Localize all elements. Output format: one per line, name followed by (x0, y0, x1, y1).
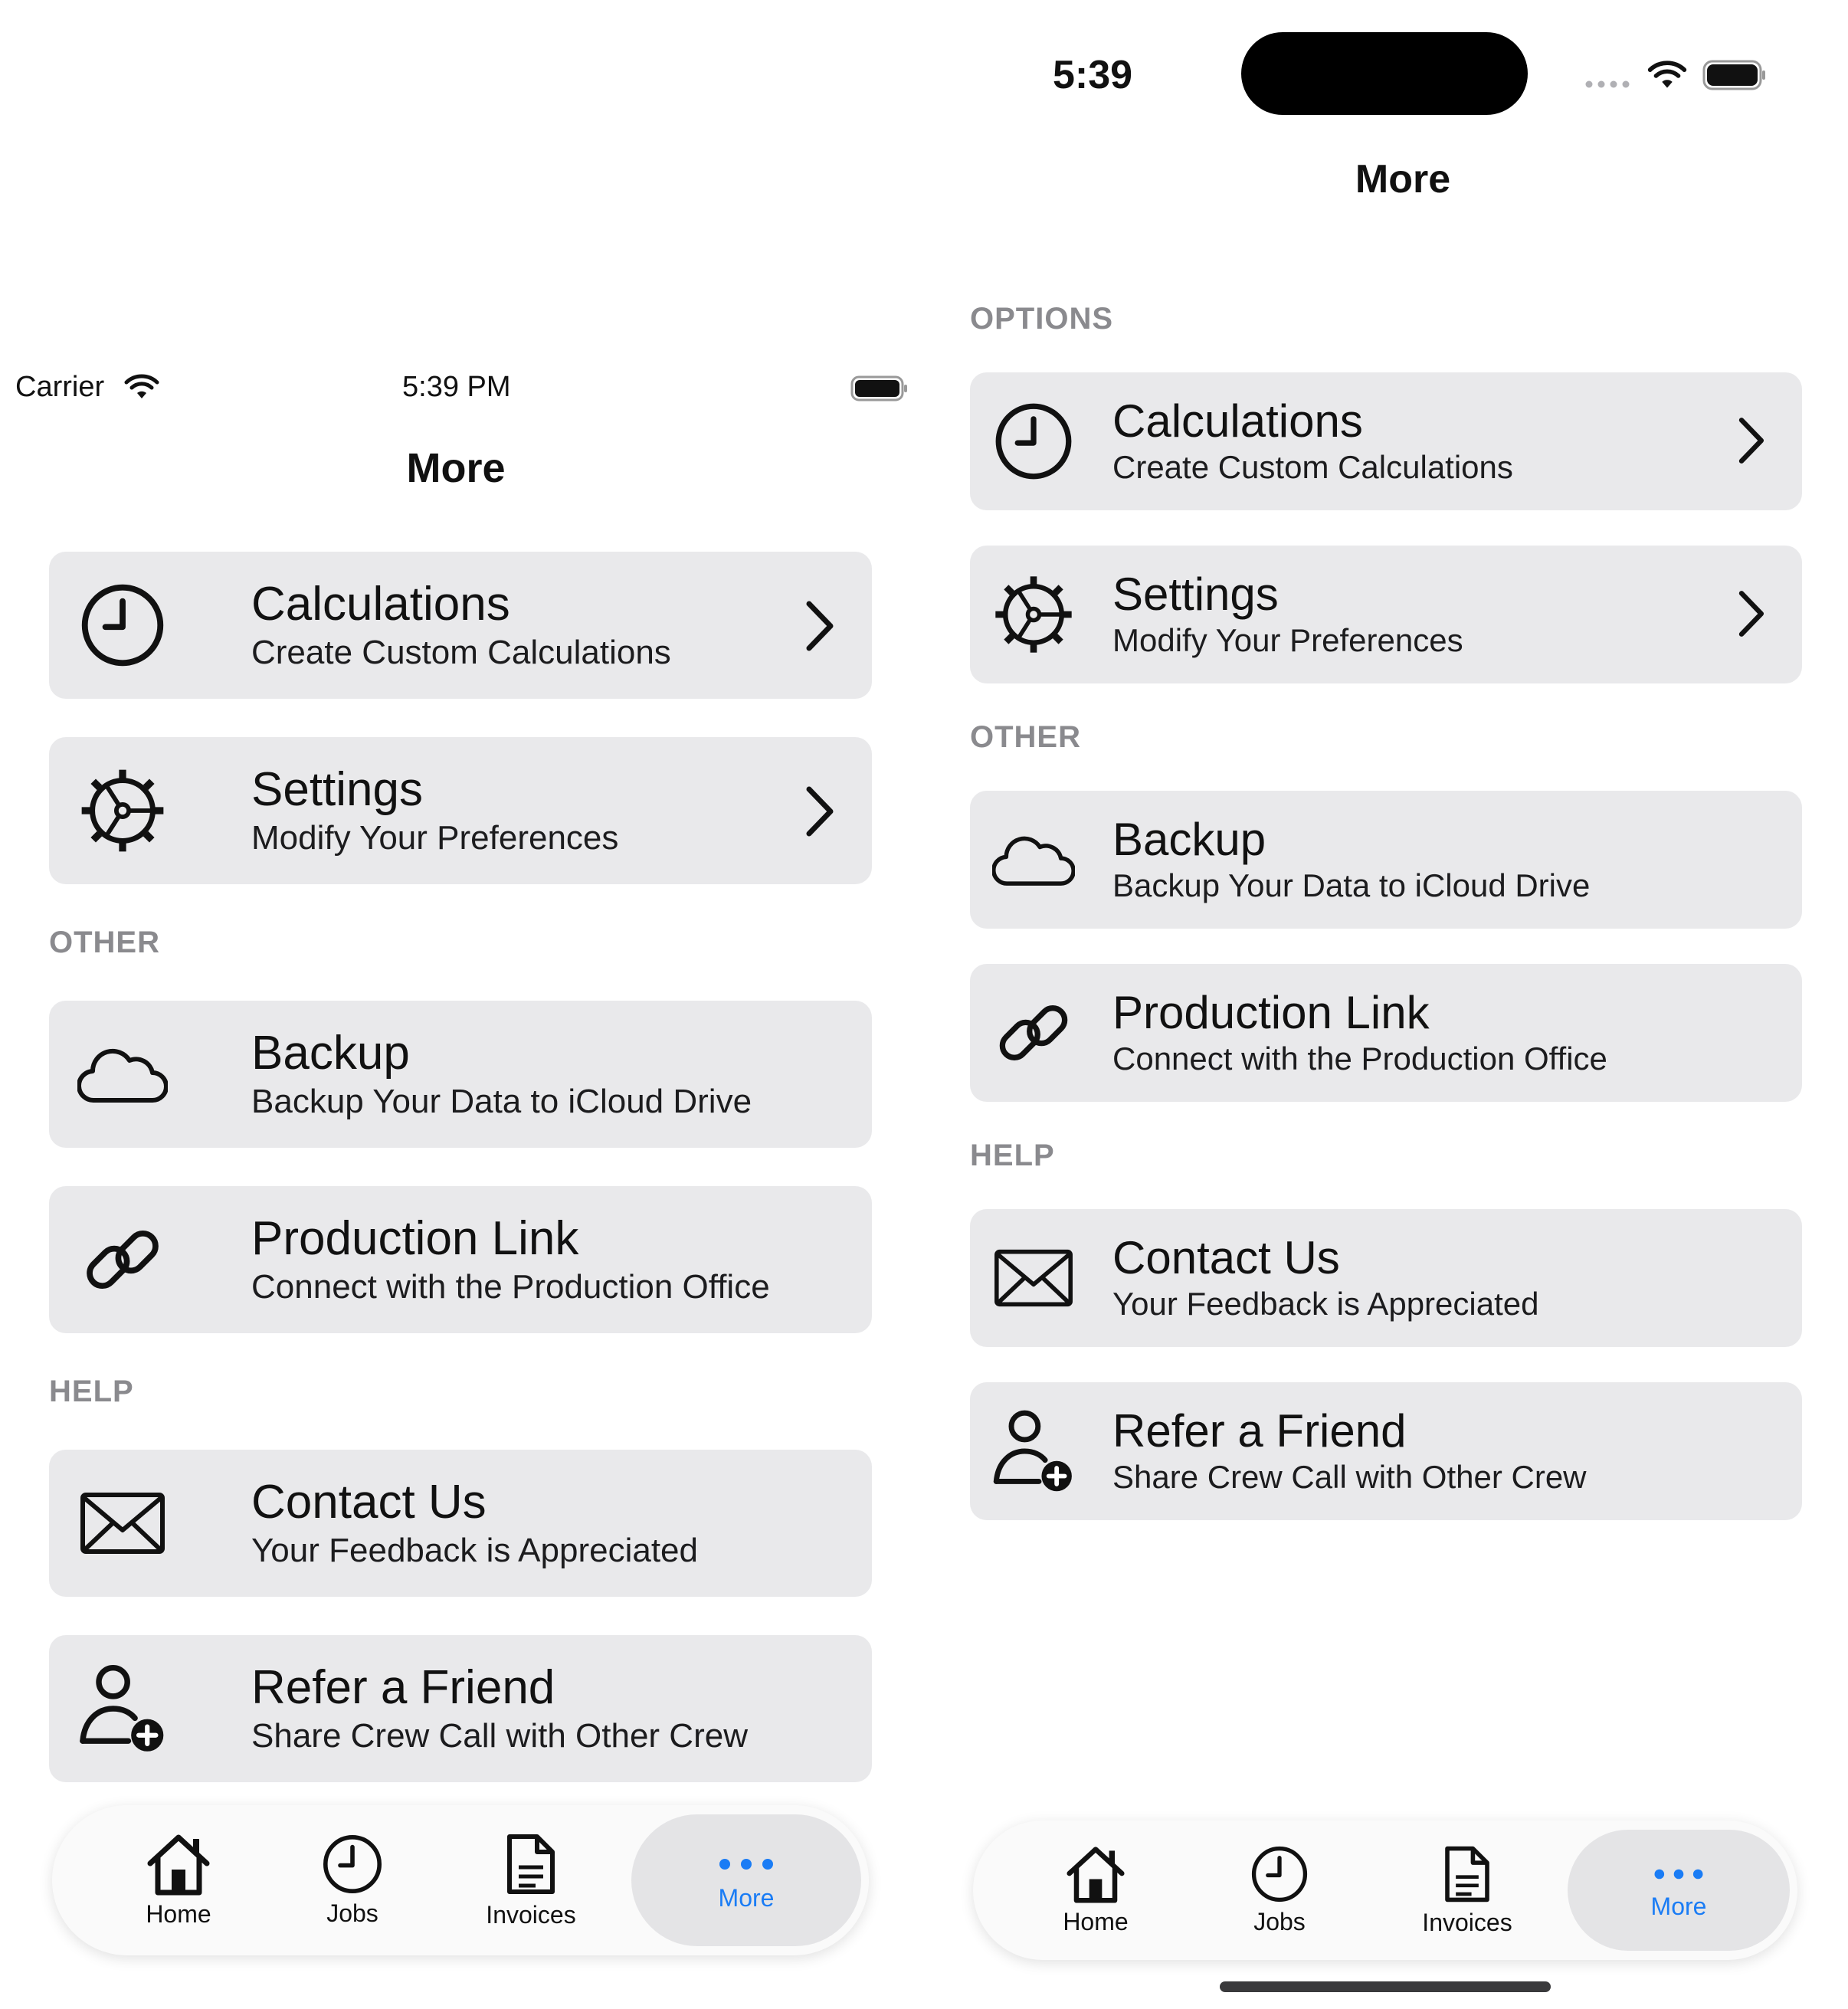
clock-icon (970, 401, 1097, 481)
document-icon (505, 1832, 557, 1896)
page-title: More (406, 445, 506, 491)
tab-more[interactable] (631, 1805, 861, 1955)
person-add-icon (49, 1661, 196, 1756)
row-title: Production Link (251, 1211, 579, 1265)
section-header-other: OTHER (49, 926, 160, 959)
refer-friend-row[interactable] (49, 1635, 872, 1782)
link-icon (970, 993, 1097, 1073)
section-header-options: OPTIONS (970, 302, 1114, 336)
ellipsis-icon (1650, 1860, 1708, 1888)
row-title: Refer a Friend (251, 1660, 555, 1714)
battery-icon (1702, 60, 1767, 90)
status-time: 5:39 (1053, 53, 1133, 97)
chevron-right-icon (1733, 415, 1768, 466)
house-icon (1063, 1845, 1128, 1903)
tab-label: Invoices (1422, 1908, 1512, 1936)
chevron-right-icon (800, 599, 838, 653)
tab-label: Home (1063, 1907, 1129, 1935)
carrier-label: Carrier (15, 371, 105, 403)
row-subtitle: Connect with the Production Office (251, 1268, 770, 1306)
contact-us-row[interactable] (970, 1209, 1802, 1347)
section-header-help: HELP (970, 1139, 1055, 1172)
row-subtitle: Your Feedback is Appreciated (251, 1532, 698, 1570)
document-icon (1443, 1844, 1492, 1904)
row-title: Settings (1112, 569, 1279, 621)
wifi-icon (123, 374, 161, 401)
house-icon (144, 1833, 213, 1896)
tab-more[interactable] (1568, 1821, 1790, 1960)
person-add-icon (970, 1407, 1097, 1496)
chevron-right-icon (800, 785, 838, 838)
home-indicator[interactable] (1220, 1981, 1551, 1992)
row-subtitle: Backup Your Data to iCloud Drive (1112, 867, 1591, 904)
tab-jobs[interactable] (1203, 1821, 1356, 1960)
row-subtitle: Modify Your Preferences (1112, 622, 1463, 659)
row-title: Backup (251, 1026, 410, 1080)
row-subtitle: Share Crew Call with Other Crew (251, 1717, 748, 1755)
cloud-icon (49, 1044, 196, 1105)
gear-icon (49, 766, 196, 855)
dynamic-island (1241, 32, 1528, 115)
tab-bar (52, 1805, 869, 1955)
tab-label: Home (146, 1899, 211, 1928)
row-title: Calculations (251, 577, 510, 631)
row-subtitle: Share Crew Call with Other Crew (1112, 1459, 1587, 1496)
row-title: Settings (251, 762, 424, 816)
left-phone-screen (0, 0, 912, 2009)
calculations-row[interactable] (49, 552, 872, 699)
row-subtitle: Backup Your Data to iCloud Drive (251, 1083, 752, 1121)
tab-jobs[interactable] (276, 1805, 429, 1955)
row-title: Contact Us (251, 1475, 487, 1529)
row-subtitle: Create Custom Calculations (251, 634, 671, 672)
tab-invoices[interactable] (1387, 1821, 1548, 1960)
tab-label: More (718, 1883, 775, 1912)
gear-icon (970, 573, 1097, 656)
row-title: Refer a Friend (1112, 1405, 1407, 1457)
row-subtitle: Your Feedback is Appreciated (1112, 1286, 1539, 1322)
row-title: Backup (1112, 814, 1266, 866)
link-icon (49, 1218, 196, 1302)
tab-home[interactable] (90, 1805, 267, 1955)
cloud-icon (970, 831, 1097, 888)
section-header-other: OTHER (970, 720, 1081, 754)
envelope-icon (970, 1249, 1097, 1307)
tab-label: Jobs (326, 1899, 378, 1927)
tab-invoices[interactable] (451, 1805, 611, 1955)
row-title: Production Link (1112, 987, 1430, 1039)
backup-row[interactable] (49, 1001, 872, 1148)
settings-row[interactable] (970, 546, 1802, 683)
tab-label: Jobs (1253, 1907, 1306, 1935)
refer-friend-row[interactable] (970, 1382, 1802, 1520)
clock-icon (322, 1834, 383, 1895)
wifi-icon (1646, 60, 1689, 92)
tab-label: Invoices (486, 1900, 576, 1929)
row-title: Calculations (1112, 395, 1363, 447)
calculations-row[interactable] (970, 372, 1802, 510)
envelope-icon (49, 1492, 196, 1555)
signal-dots-icon (1584, 80, 1632, 89)
clock-icon (1250, 1845, 1309, 1903)
production-link-row[interactable] (49, 1186, 872, 1333)
section-header-help: HELP (49, 1375, 134, 1408)
row-subtitle: Connect with the Production Office (1112, 1041, 1607, 1077)
ellipsis-icon (716, 1849, 777, 1880)
row-subtitle: Create Custom Calculations (1112, 449, 1513, 486)
chevron-right-icon (1733, 588, 1768, 639)
tab-bar (973, 1821, 1797, 1960)
row-subtitle: Modify Your Preferences (251, 819, 619, 857)
settings-row[interactable] (49, 737, 872, 884)
clock-icon (49, 582, 196, 668)
page-title: More (1355, 157, 1451, 202)
row-title: Contact Us (1112, 1232, 1340, 1284)
status-time: 5:39 PM (402, 371, 511, 403)
battery-icon (850, 375, 909, 401)
production-link-row[interactable] (970, 964, 1802, 1102)
tab-home[interactable] (1011, 1821, 1180, 1960)
contact-us-row[interactable] (49, 1450, 872, 1597)
right-phone-screen (958, 0, 1848, 2009)
tab-label: More (1650, 1892, 1707, 1920)
backup-row[interactable] (970, 791, 1802, 929)
